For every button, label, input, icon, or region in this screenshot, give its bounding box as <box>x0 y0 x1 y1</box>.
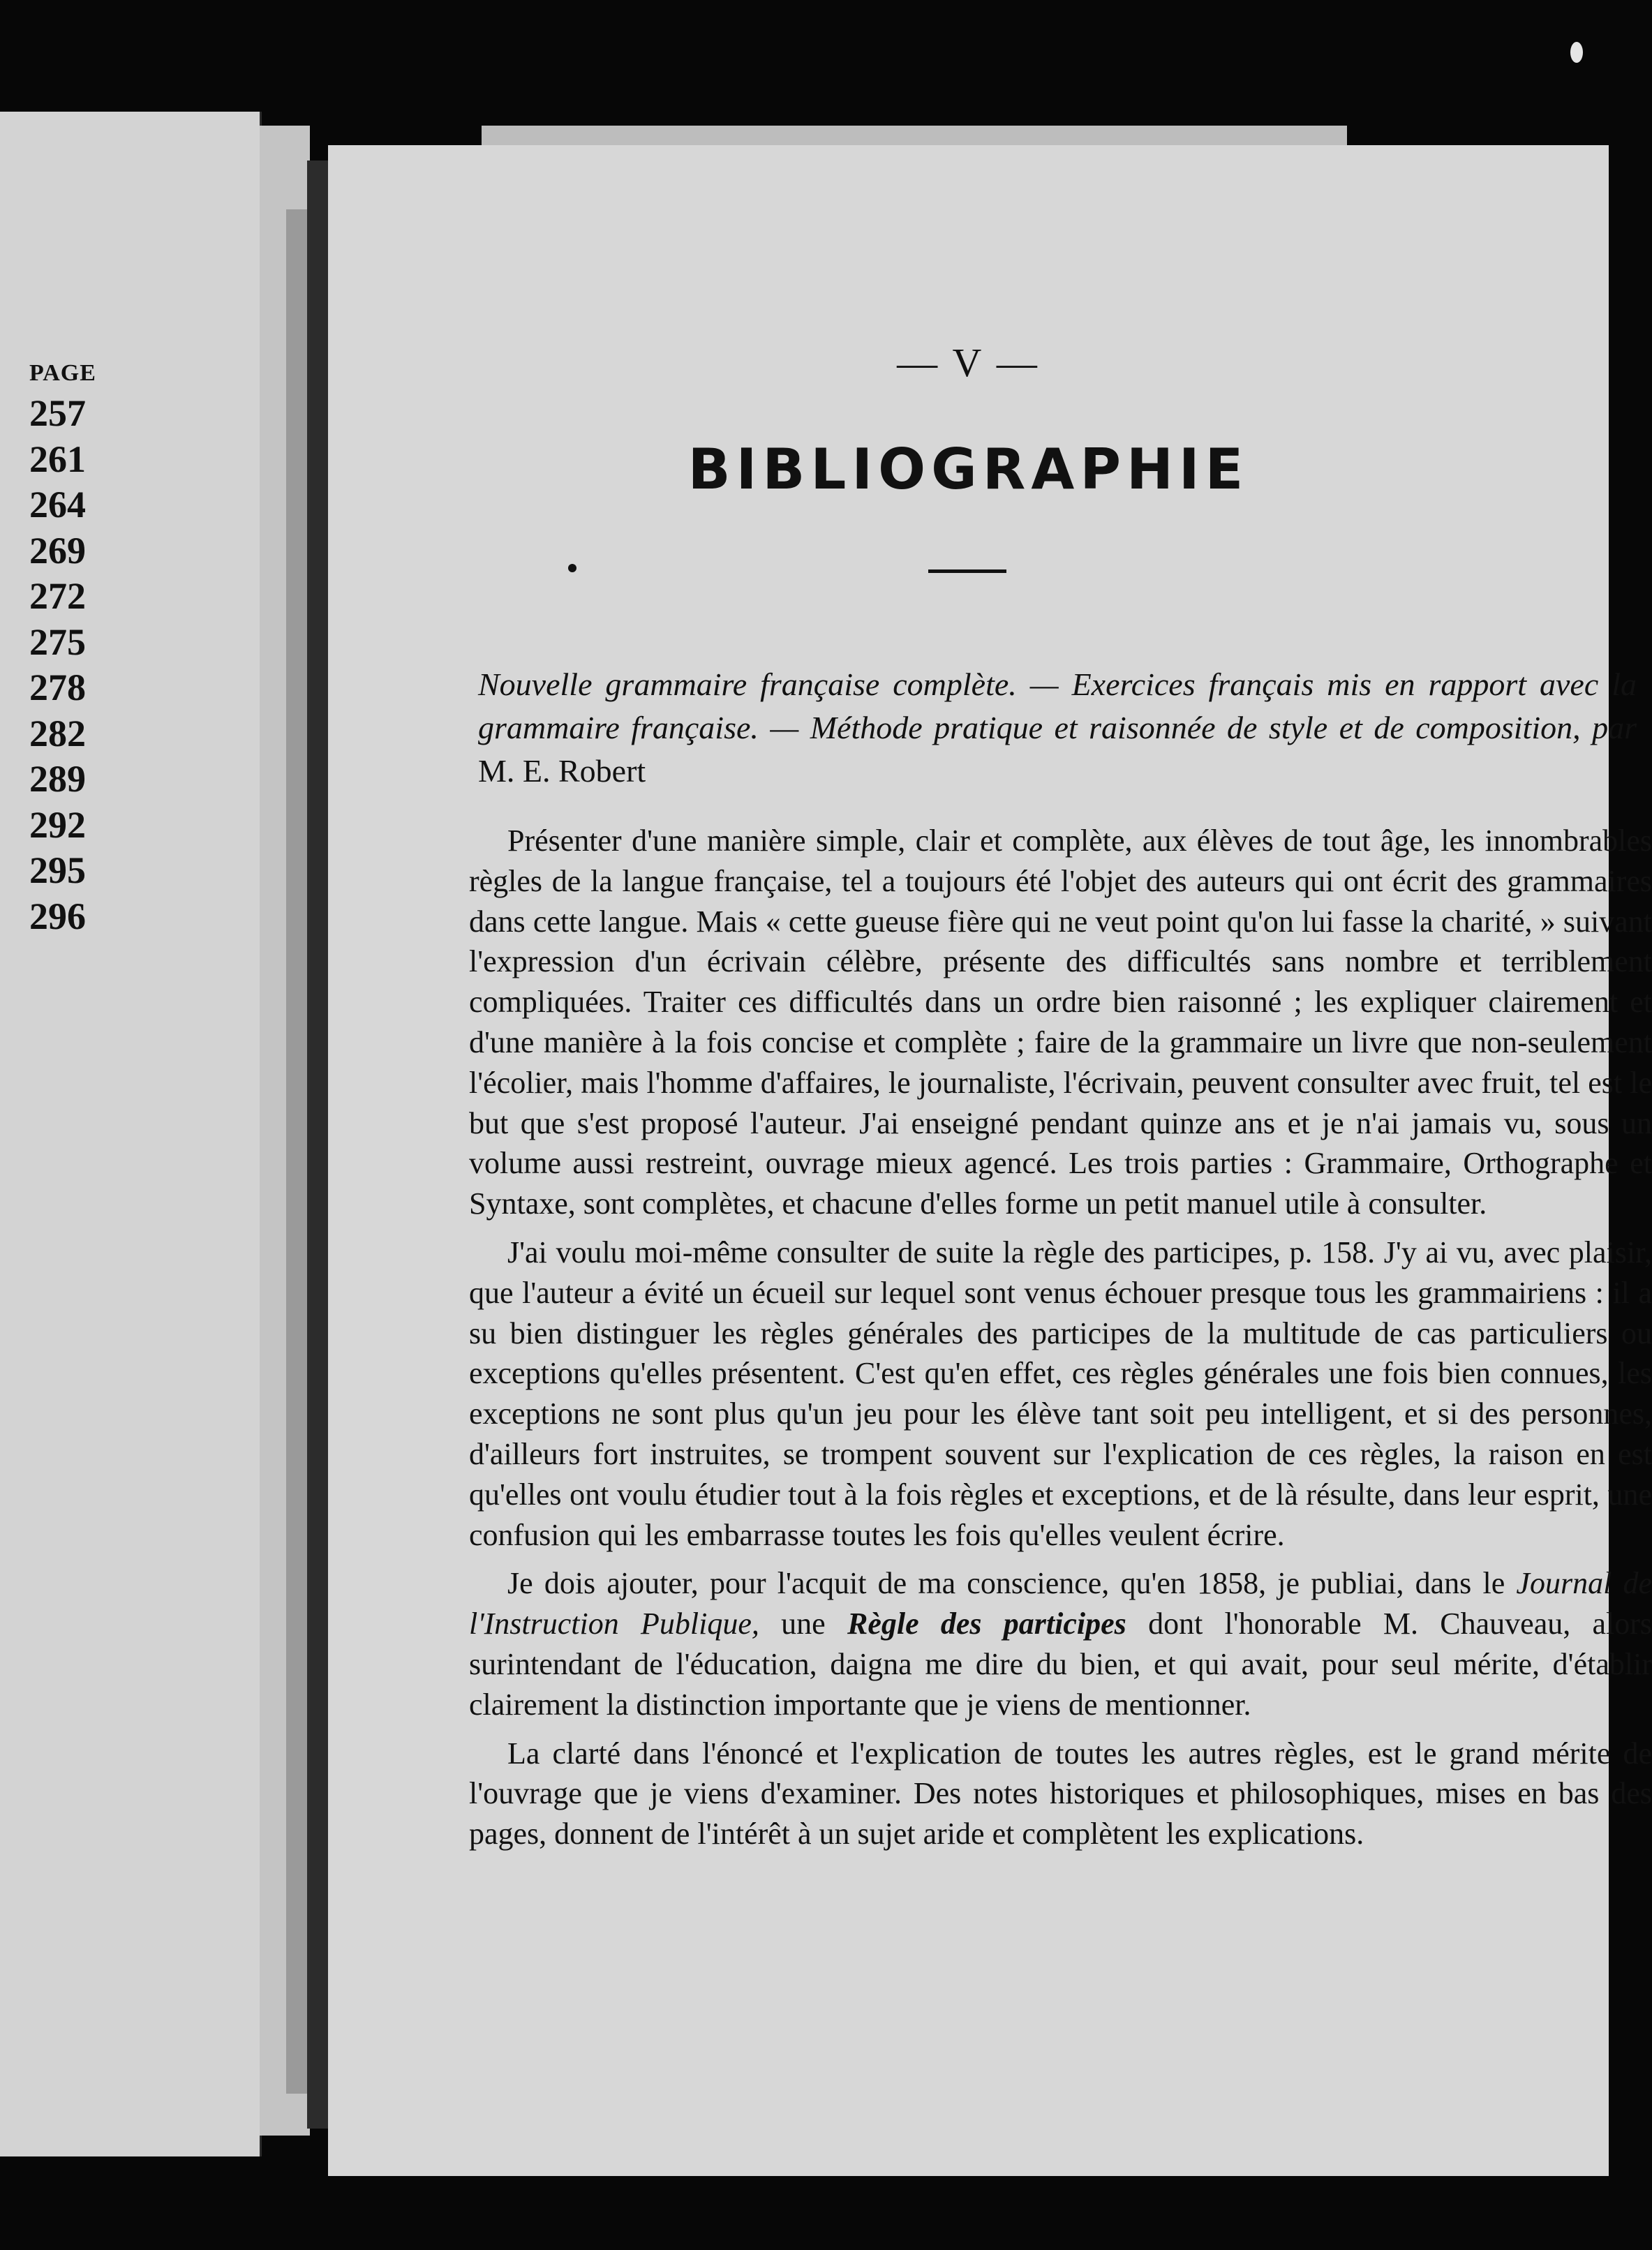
paragraph <box>469 1563 1652 1724</box>
scan-speck <box>1570 42 1583 63</box>
paragraph: J'ai voulu moi-même consulter de suite la règle des participes, p. 158. J'y ai vu, avec plaisir, que l'auteur a évité un écueil sur lequel sont venus échouer presque tous les grammairiens : il a su bien distinguer les règles générales des participes de la multitude de cas particuliers ou exceptions qu'elles présentent. C'est qu'en effet, ces règles générales une fois bien connues, les exceptions ne sont plus qu'un jeu pour les élève tant soit peu intelligent, et si des personnes, d'ailleurs fort instruites, se trompent souvent sur l'explication de ces règles, la raison en est qu'elles ont voulu étudier tout à la fois règles et exceptions, et de là résulte, dans leur esprit, une confusion qui les embarrasse toutes les fois qu'elles veulent écrire. <box>469 1235 1652 1552</box>
book-author: M. E. Robert <box>478 753 646 789</box>
journal-title: Journal de l'Instruction Publique, <box>469 1566 1652 1641</box>
page-number-item: 272 <box>29 575 86 617</box>
page-number-item: 257 <box>29 392 86 434</box>
section-title: BIBLIOGRAPHIE <box>687 437 1249 502</box>
page-number-item: 264 <box>29 484 86 526</box>
paragraph: Présenter d'une manière simple, clair et complète, aux élèves de tout âge, les innombrables règles de la langue française, tel a toujours été l'objet des auteurs qui ont écrit des grammaires dans cette langue. Mais « cette gueuse fière qui ne veut point qu'on lui fasse la charité, » suivant l'expression d'un écrivain célèbre, présente des difficultés sans nombre et terriblement compliquées. Traiter ces difficultés dans un ordre bien raisonné ; les expliquer clairement et d'une manière à la fois concise et complète ; faire de la grammaire un livre que non-seulement l'écolier, mais l'homme d'affaires, le journaliste, l'écrivain, peuvent consulter avec fruit, tel est le but que s'est proposé l'auteur. J'ai enseigné pendant quinze ans et je n'ai jamais vu, sous un volume aussi restreint, ouvrage mieux agencé. Les trois parties : Grammaire, Orthographe et Syntaxe, sont complètes, et chacune d'elles forme un petit manuel utile à consulter. <box>469 824 1652 1221</box>
page-number-item: 292 <box>29 803 86 846</box>
page-number-item: 261 <box>29 438 86 480</box>
page-number-item: 289 <box>29 758 86 800</box>
page-column-heading: PAGE <box>29 360 96 386</box>
page-number-item: 269 <box>29 529 86 572</box>
page-number-item: 295 <box>29 849 86 891</box>
paragraph: La clarté dans l'énoncé et l'explication de toutes les autres règles, est le grand mérite de l'ouvrage que je viens d'examiner. Des notes historiques et philosophiques, mises en bas des pages, donnent de l'intérêt à un sujet aride et complètent les explications. <box>469 1736 1652 1852</box>
main-page <box>328 145 1652 2176</box>
book-reference <box>478 663 1637 793</box>
review-body <box>469 821 1652 1863</box>
rule-title: Règle des participes <box>847 1607 1126 1641</box>
page-number-item: 296 <box>29 895 86 937</box>
paragraph-tail: dont l'honorable M. Chauveau, alors surintendant de l'éducation, daigna me dire du bien, et qui avait, pour seul mérite, d'établir clairement la distinction importante que je viens de mentionner. <box>469 1607 1652 1722</box>
page-number: — V — <box>897 340 1040 385</box>
left-page <box>0 112 262 2156</box>
by-word: par <box>1592 710 1637 745</box>
book-titles: Nouvelle grammaire française complète. — Exercices français mis en rapport avec la grammaire française. — Méthode pratique et raisonnée de style et de composition, <box>478 666 1637 745</box>
paragraph-lead: Je dois ajouter, pour l'acquit de ma conscience, qu'en 1858, je publiai, dans le <box>507 1566 1505 1601</box>
ink-dot <box>568 564 576 572</box>
page-number-item: 278 <box>29 666 86 708</box>
page-number-item: 275 <box>29 620 86 663</box>
page-number-list <box>29 391 86 939</box>
page-number-item: 282 <box>29 712 86 754</box>
title-divider <box>928 569 1006 573</box>
paragraph-mid: une <box>781 1607 826 1641</box>
